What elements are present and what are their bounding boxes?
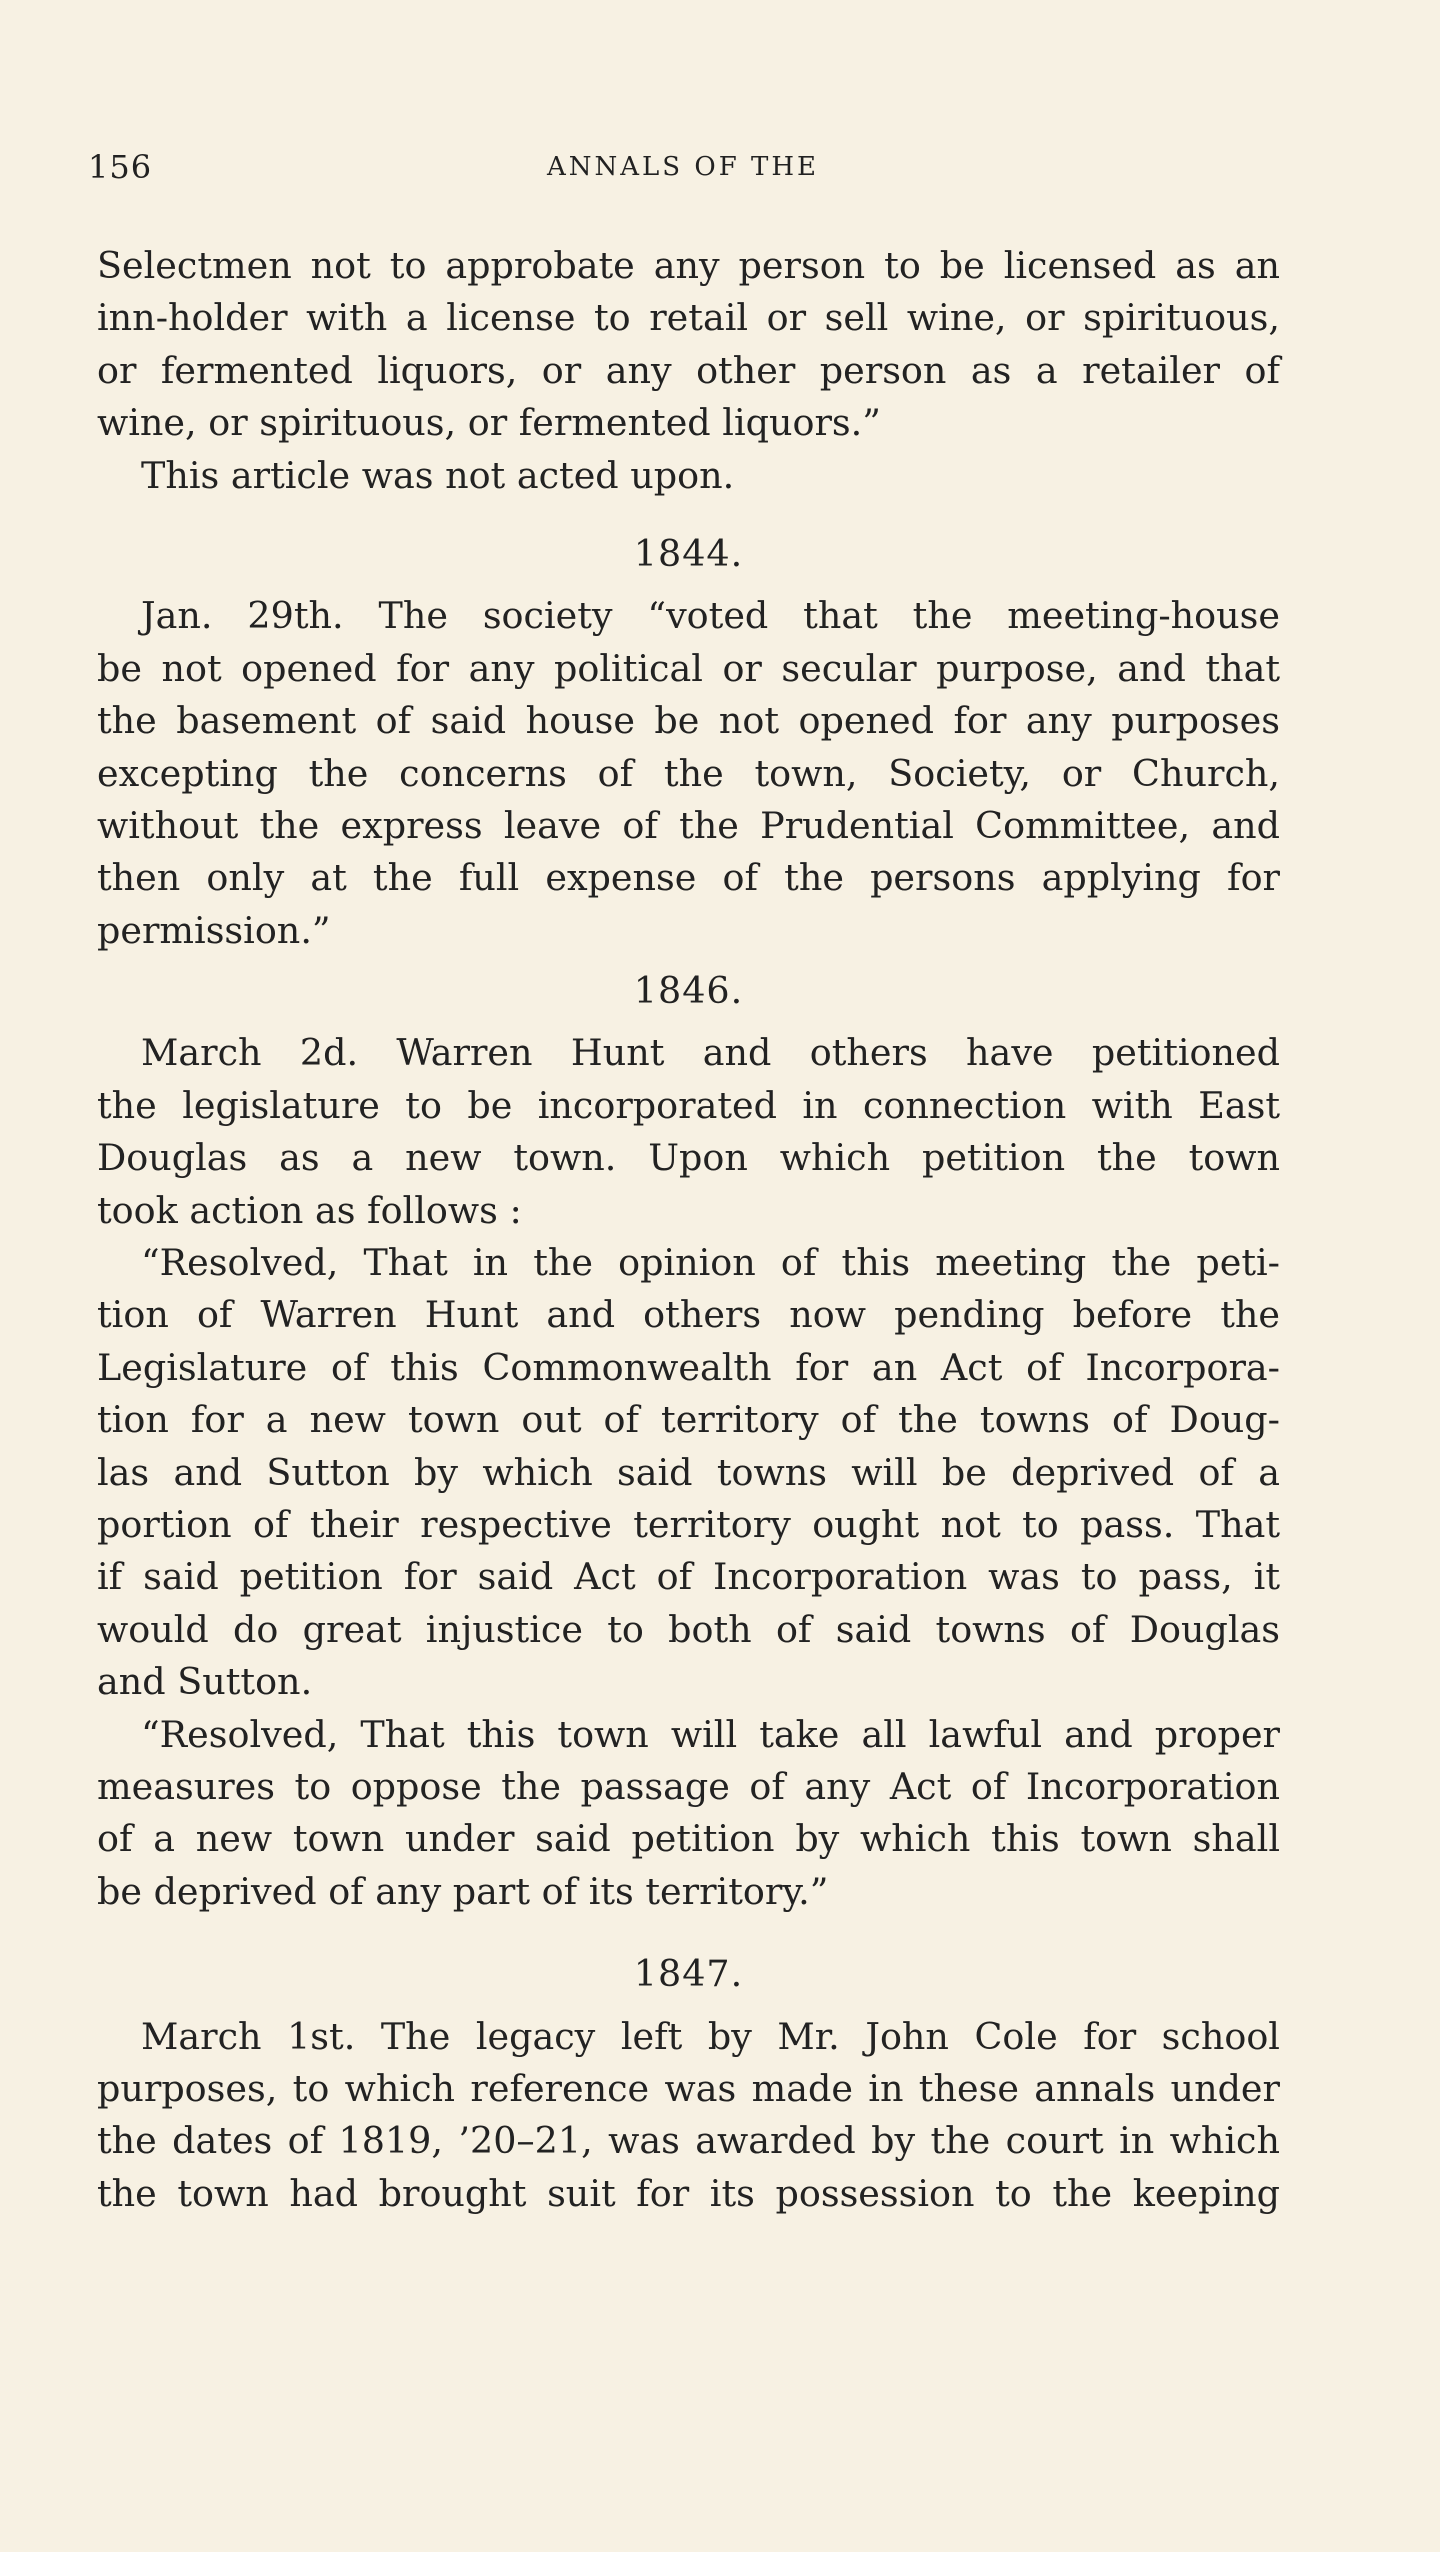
text-line: tion for a new town out of territory of the towns of Doug-: [97, 1398, 1280, 1442]
paragraph-warren-hunt: [97, 1027, 1280, 1237]
text-line: be deprived of any part of its territory.”: [97, 1869, 829, 1913]
text-line: the basement of said house be not opened for any purposes: [97, 699, 1280, 743]
text-line: permission.”: [97, 908, 331, 952]
text-line: the dates of 1819, ’20–21, was awarded by the court in which: [97, 2119, 1280, 2163]
text-line: March 2d. Warren Hunt and others have petitioned: [141, 1031, 1280, 1075]
text-line: wine, or spirituous, or fermented liquors.”: [97, 401, 881, 445]
text-line: This article was not acted upon.: [141, 453, 735, 497]
page-number: 156: [88, 148, 153, 186]
text-line: March 1st. The legacy left by Mr. John Cole for school: [141, 2014, 1280, 2058]
text-line: the legislature to be incorporated in connection with East: [97, 1083, 1280, 1127]
text-line: measures to oppose the passage of any Act of Incorporation: [97, 1764, 1280, 1808]
text-line: tion of Warren Hunt and others now pending before the: [97, 1293, 1280, 1337]
text-line: Legislature of this Commonwealth for an Act of Incorpora-: [97, 1345, 1280, 1389]
text-line: if said petition for said Act of Incorporation was to pass, it: [97, 1555, 1280, 1599]
text-line: or fermented liquors, or any other person as a retailer of: [97, 348, 1280, 392]
text-line: “Resolved, That in the opinion of this meeting the peti-: [141, 1241, 1280, 1285]
text-line: portion of their respective territory ought not to pass. That: [97, 1502, 1280, 1546]
text-line: would do great injustice to both of said towns of Douglas: [97, 1607, 1280, 1651]
text-line: purposes, to which reference was made in these annals under: [97, 2066, 1280, 2110]
text-line: Douglas as a new town. Upon which petition the town: [97, 1136, 1280, 1180]
running-head: [88, 148, 1278, 188]
year-heading-1847: 1847.: [633, 1952, 744, 1996]
paragraph-john-cole-legacy: [97, 2011, 1280, 2221]
text-line: without the express leave of the Prudential Committee, and: [97, 803, 1280, 847]
text-line: of a new town under said petition by which this town shall: [97, 1817, 1280, 1861]
text-line: be not opened for any political or secular purpose, and that: [97, 646, 1280, 690]
text-line: Selectmen not to approbate any person to be licensed as an: [97, 244, 1280, 287]
text-line: las and Sutton by which said towns will be deprived of a: [97, 1450, 1280, 1494]
text-line: the town had brought suit for its possession to the keeping: [97, 2171, 1280, 2215]
paragraph-resolved-second: [97, 1709, 1280, 1919]
year-heading-1844: 1844.: [633, 531, 744, 575]
paragraph-liquor-license: [97, 240, 1280, 450]
text-line: excepting the concerns of the town, Society, or Church,: [97, 751, 1280, 795]
text-line: then only at the full expense of the persons applying for: [97, 856, 1280, 900]
text-line: “Resolved, That this town will take all lawful and proper: [141, 1712, 1280, 1756]
running-title: ANNALS OF THE: [546, 152, 819, 182]
year-heading-1846: 1846.: [633, 969, 744, 1013]
text-line: inn-holder with a license to retail or sell wine, or spirituous,: [97, 296, 1280, 340]
text-line: Jan. 29th. The society “voted that the meeting-house: [141, 594, 1280, 638]
text-line: and Sutton.: [97, 1660, 313, 1704]
paragraph-not-acted: [97, 450, 1280, 502]
paragraph-resolved-first: [97, 1237, 1280, 1709]
page-body: [97, 240, 1280, 2220]
text-line: took action as follows :: [97, 1188, 522, 1232]
paragraph-meeting-house: [97, 590, 1280, 957]
